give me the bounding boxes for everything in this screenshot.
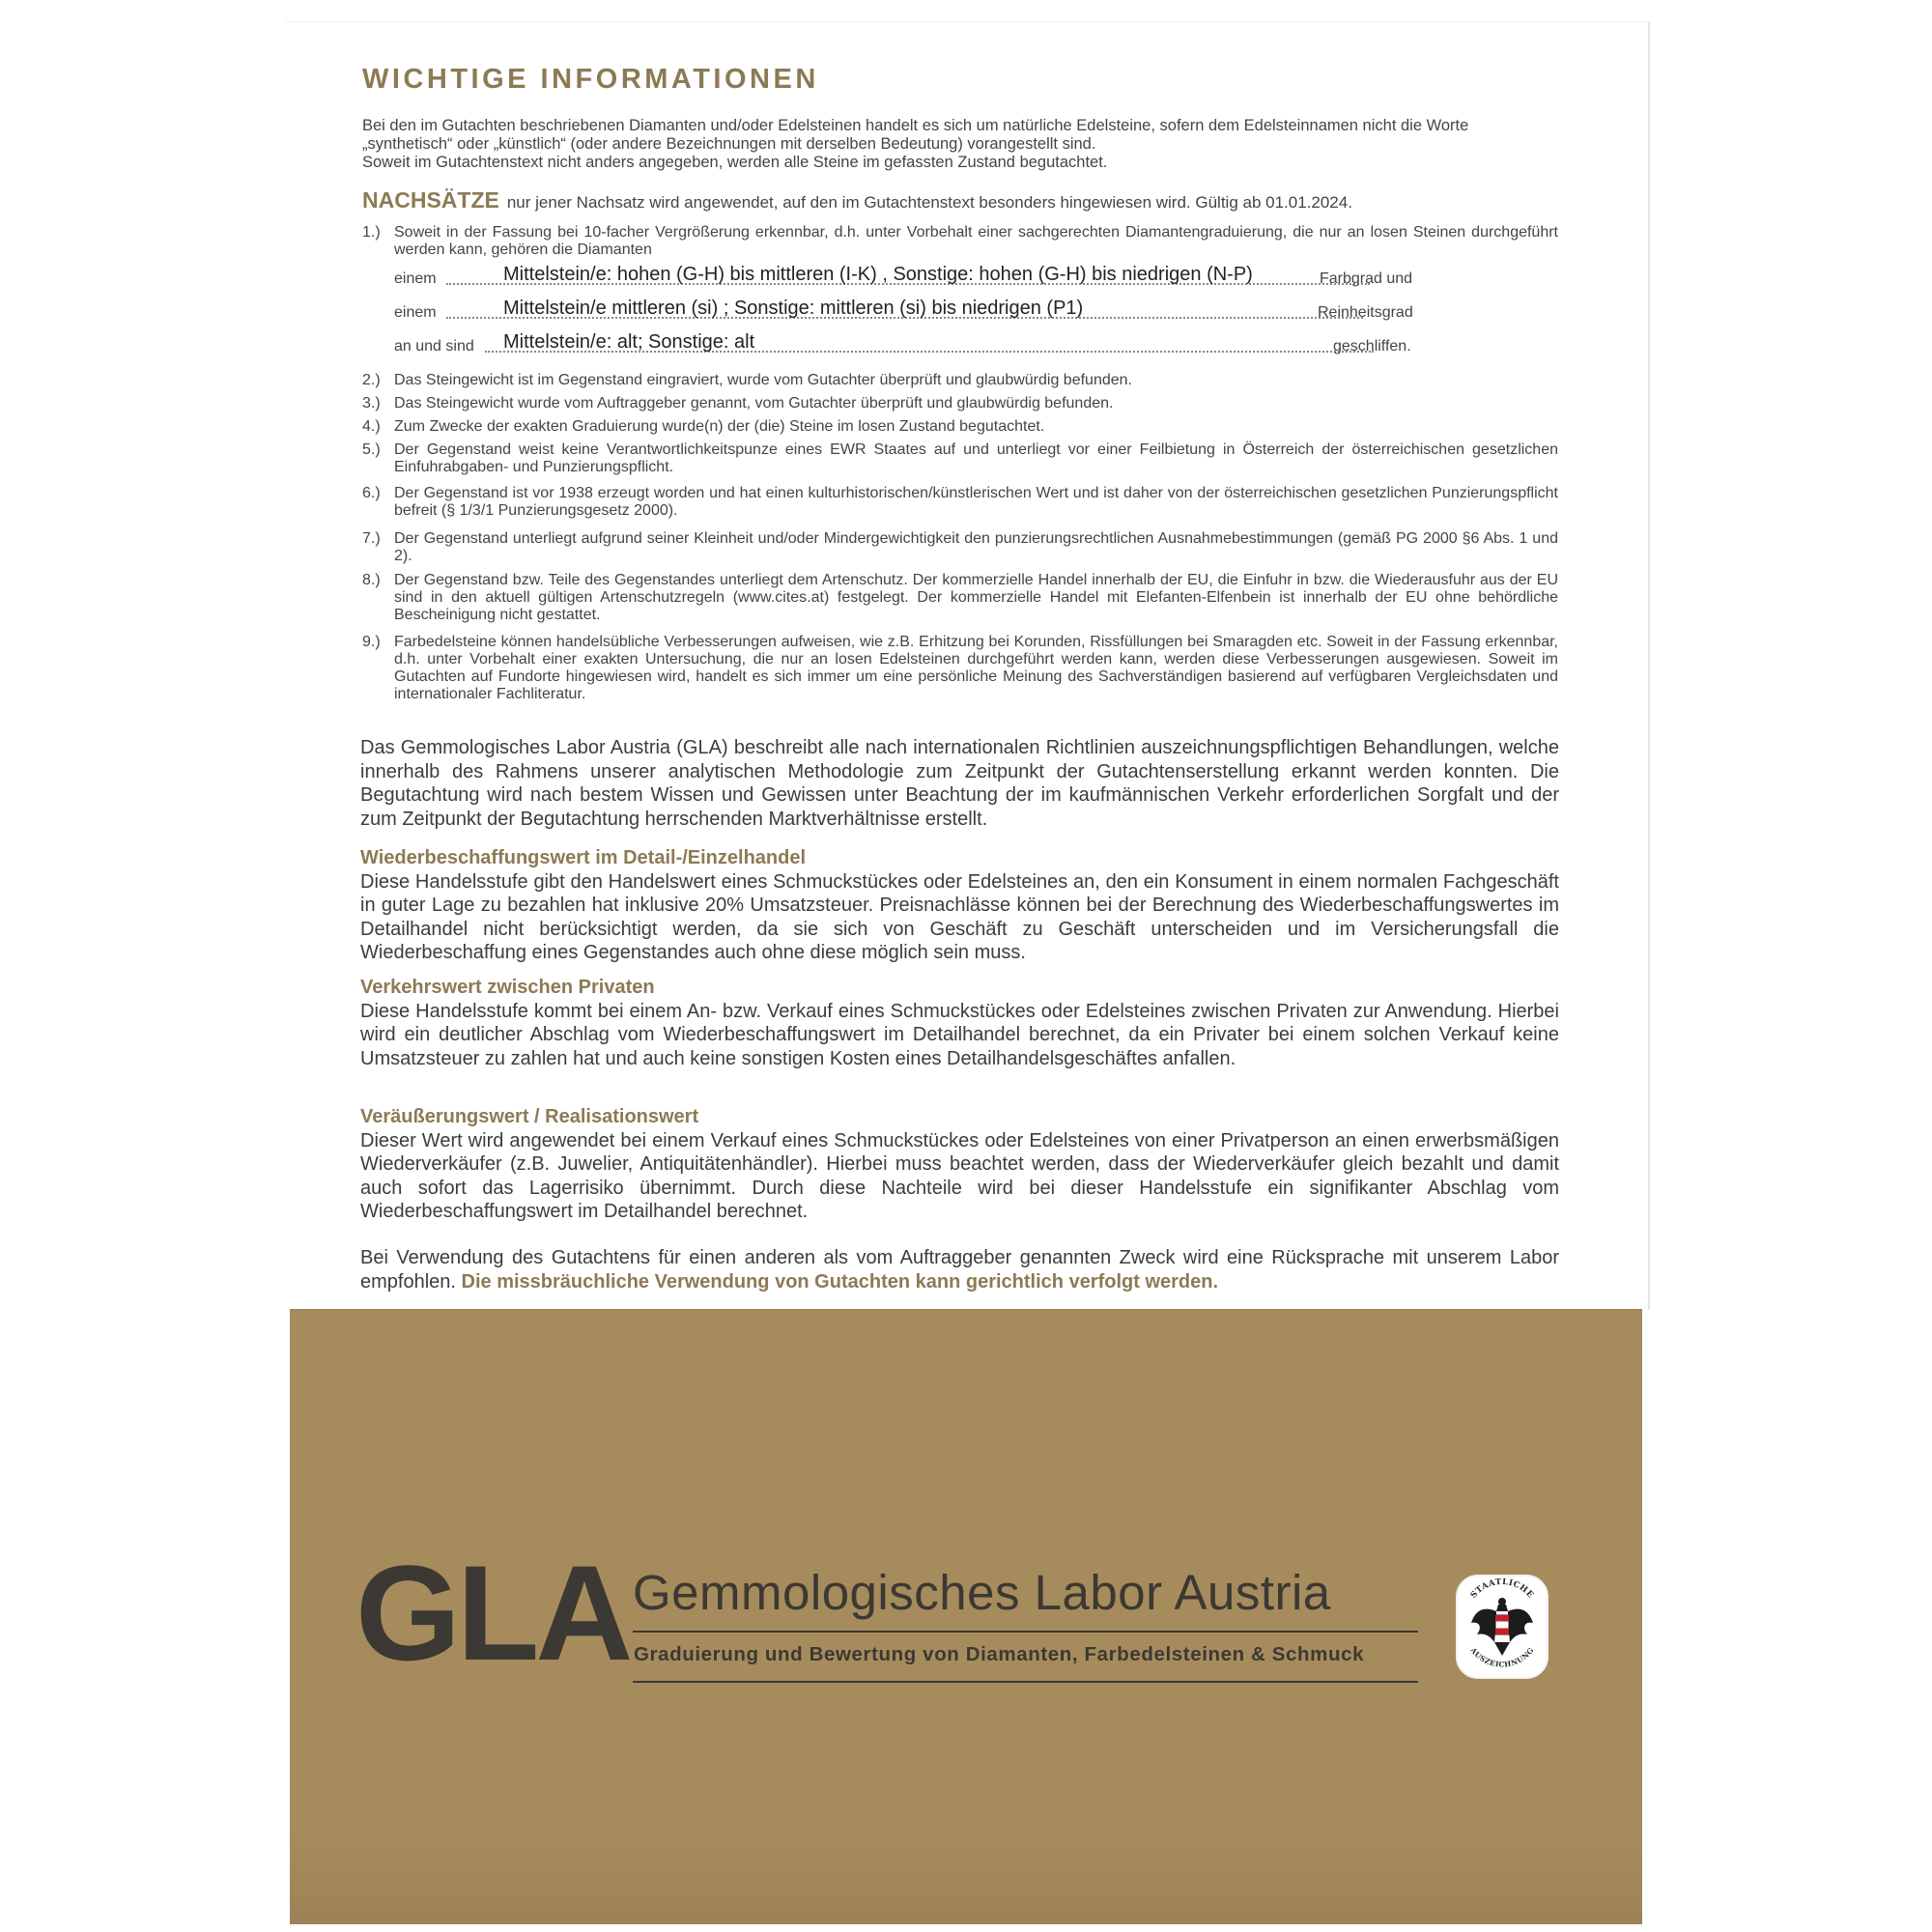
section-text: Diese Handelsstufe gibt den Handelswert eines Schmuckstückes oder Edelsteines an, den ein Konsument in einem normalen Fachgeschäft in guter Lage zu bezahlen hat inklusive 20% Umsatzsteuer. Preisnachlässe können bei der Berechnung des Wiederbeschaffungswertes im Detailhandel nicht berücksichtigt werden, da sie sich von Geschäft zu Geschäft unterscheiden und im Versicherungsfall die Wiederbeschaffung eines Gegenstandes auch ohne diese möglich sein muss. <box>360 870 1559 963</box>
list-item <box>362 572 1558 624</box>
fill-lead: einem <box>394 270 437 287</box>
fill-lead: an und sind <box>394 338 474 355</box>
divider <box>633 1631 1418 1633</box>
item-number: 6.) <box>362 485 381 501</box>
section-heading: Veräußerungswert / Realisationswert <box>360 1106 699 1127</box>
item-number: 1.) <box>362 224 381 241</box>
item-number: 5.) <box>362 441 381 458</box>
divider <box>633 1681 1418 1683</box>
gla-paragraph <box>360 736 1559 831</box>
nachsaetze-header <box>362 187 1579 213</box>
list-item <box>362 485 1558 520</box>
fill-line-clarity-grade <box>394 297 1424 322</box>
closing-note <box>360 1246 1559 1293</box>
list-item <box>362 395 1558 412</box>
item-text: Farbedelsteine können handelsübliche Verbesserungen aufweisen, wie z.B. Erhitzung bei Korunden, Rissfüllungen bei Smaragden etc. Soweit in der Fassung erkennbar, d.h. unter Vorbehalt einer exakten Untersuchung, die nur an losen Edelsteinen durchgeführt werden kann, werden diese Verbesserungen ausgewiesen. Soweit im Gutachten auf Fundorte hingewiesen wird, handelt es sich immer um eine persönliche Meinung des Sachverständigen basierend auf verfügbaren Vergleichsdaten und internationaler Fachliteratur. <box>394 634 1558 702</box>
item-text: Zum Zwecke der exakten Graduierung wurde(n) der (die) Steine im losen Zustand begutachtet. <box>394 418 1045 435</box>
item-text: Der Gegenstand unterliegt aufgrund seiner Kleinheit und/oder Mindergewichtigkeit den punzierungsrechtlichen Ausnahmebestimmungen (gemäß PG 2000 §6 Abs. 1 und 2). <box>394 530 1558 564</box>
item-number: 2.) <box>362 372 381 388</box>
band-shadow <box>290 1837 1642 1924</box>
section-heading: Wiederbeschaffungswert im Detail-/Einzelhandel <box>360 847 807 868</box>
item-text: Der Gegenstand ist vor 1938 erzeugt worden und hat einen kulturhistorischen/künstlerischen Wert und ist daher von der österreichischen gesetzlichen Punzierungspflicht befreit (§ 1/3/1 Punzierungsgesetz 2000). <box>394 485 1558 519</box>
list-item <box>362 372 1558 389</box>
item-text: Soweit in der Fassung bei 10-facher Vergrößerung erkennbar, d.h. unter Vorbehalt einer sachgerechten Diamantengraduierung, die nur an losen Steinen durchgeführt werden kann, gehören die Diamanten <box>394 224 1558 258</box>
cut-value: Mittelstein/e: alt; Sonstige: alt <box>503 331 755 353</box>
fill-line-colour-grade <box>394 263 1424 288</box>
section-heading: Verkehrswert zwischen Privaten <box>360 977 655 998</box>
nachsaetze-note: nur jener Nachsatz wird angewendet, auf den im Gutachtenstext besonders hingewiesen wird. Gültig ab 01.01.2024. <box>506 193 1352 212</box>
intro-text <box>362 117 1560 172</box>
colour-grade-value: Mittelstein/e: hohen (G-H) bis mittleren (I-K) , Sonstige: hohen (G-H) bis niedrigen (N-P) <box>503 264 1253 285</box>
page-title: WICHTIGE INFORMATIONEN <box>362 64 819 95</box>
fill-line-cut <box>394 330 1424 355</box>
section-replacement-value <box>360 846 1559 965</box>
gla-paragraph-text: Das Gemmologisches Labor Austria (GLA) beschreibt alle nach internationalen Richtlinien auszeichnungspflichtigen Behandlungen, welche innerhalb des Rahmens unserer analytischen Methodologie zum Zeitpunkt der Gutachtenserstellung erkannt werden konnten. Die Begutachtung wird nach bestem Wissen und Gewissen unter Beachtung der im kaufmännischen Verkehr erforderlichen Sorgfalt und der zum Zeitpunkt der Begutachtung herrschenden Marktverhältnisse erstellt. <box>360 737 1559 830</box>
item-number: 4.) <box>362 418 381 435</box>
fill-tail: Farbgrad und <box>1320 270 1413 287</box>
section-market-value <box>360 976 1559 1070</box>
intro-paragraph: Soweit im Gutachtenstext nicht anders angegeben, werden alle Steine im gefassten Zustand begutachtet. <box>362 154 1108 171</box>
list-item <box>362 530 1558 565</box>
item-text: Das Steingewicht ist im Gegenstand eingraviert, wurde vom Gutachter überprüft und glaubwürdig befunden. <box>394 372 1132 388</box>
lab-subtitle: Graduierung und Bewertung von Diamanten, Farbedelsteinen & Schmuck <box>634 1643 1365 1665</box>
closing-warning: Die missbräuchliche Verwendung von Gutachten kann gerichtlich verfolgt werden. <box>461 1270 1219 1293</box>
item-text: Das Steingewicht wurde vom Auftraggeber genannt, vom Gutachter überprüft und glaubwürdig befunden. <box>394 395 1114 412</box>
intro-paragraph: Bei den im Gutachten beschriebenen Diamanten und/oder Edelsteinen handelt es sich um natürliche Edelsteine, sofern dem Edelsteinnamen nicht die Worte „synthetisch“ oder „künstlich“ (oder andere Bezeichnungen mit derselben Bedeutung) vorangestellt sind. <box>362 117 1469 153</box>
austrian-eagle-seal-icon <box>1454 1573 1550 1681</box>
list-item <box>362 634 1558 703</box>
item-number: 3.) <box>362 395 381 412</box>
item-number: 9.) <box>362 634 381 650</box>
gla-logo: GLA <box>355 1537 630 1689</box>
fill-lead: einem <box>394 304 437 321</box>
item-text: Der Gegenstand weist keine Verantwortlichkeitspunze eines EWR Staates auf und unterliegt vor einer Feilbietung in Österreich der österreichischen gesetzlichen Einfuhrabgaben- und Punzierungspflicht. <box>394 441 1558 475</box>
svg-text:STAATLICHE: STAATLICHE <box>1468 1577 1536 1601</box>
closing-text: Bei Verwendung des Gutachtens für einen anderen als vom Auftraggeber genannten Zweck wird eine Rücksprache mit unserem Labor empfohlen. <box>360 1247 1559 1293</box>
fill-tail: Reinheitsgrad <box>1318 304 1413 321</box>
clarity-grade-value: Mittelstein/e mittleren (si) ; Sonstige: mittleren (si) bis niedrigen (P1) <box>503 298 1084 319</box>
lab-name: Gemmologisches Labor Austria <box>633 1565 1331 1620</box>
item-number: 8.) <box>362 572 381 588</box>
section-realisation-value <box>360 1105 1559 1224</box>
svg-text:AUSZEICHNUNG: AUSZEICHNUNG <box>1468 1645 1536 1669</box>
section-text: Dieser Wert wird angewendet bei einem Verkauf eines Schmuckstückes oder Edelsteines von einer Privatperson an einen erwerbsmäßigen Wiederverkäufer (z.B. Juwelier, Antiquitätenhändler). Hierbei muss beachtet werden, dass der Wiederverkäufer gleich bezahlt und damit auch sofort das Lagerrisiko übernimmt. Durch diese Nachteile wird bei dieser Handelsstufe ein signifikanter Abschlag vom Wiederbeschaffungswert im Detailhandel berechnet. <box>360 1129 1559 1222</box>
item-text: Der Gegenstand bzw. Teile des Gegenstandes unterliegt dem Artenschutz. Der kommerzielle Handel innerhalb der EU, die Einfuhr in bzw. die Wiederausfuhr aus der EU sind in den aktuell gültigen Artenschutzregeln (www.cites.at) festgelegt. Der kommerzielle Handel mit Elefanten-Elfenbein ist innerhalb der EU ohne behördliche Bescheinigung nicht gestattet. <box>394 572 1558 623</box>
fill-tail: geschliffen. <box>1333 338 1411 355</box>
list-item-1 <box>362 224 1558 259</box>
item-number: 7.) <box>362 530 381 547</box>
list-item <box>362 418 1558 436</box>
list-item <box>362 441 1558 476</box>
section-text: Diese Handelsstufe kommt bei einem An- bzw. Verkauf eines Schmuckstückes oder Edelsteines zwischen Privaten zur Anwendung. Hierbei wird ein deutlicher Abschlag vom Wiederbeschaffungswert im Detailhandel berechnet, da ein Privater bei einem solchen Verkauf keine Umsatzsteuer zu zahlen hat und auch keine sonstigen Kosten eines Detailhandelsgeschäftes anfallen. <box>360 1000 1559 1069</box>
nachsaetze-heading: NACHSÄTZE <box>362 187 499 213</box>
